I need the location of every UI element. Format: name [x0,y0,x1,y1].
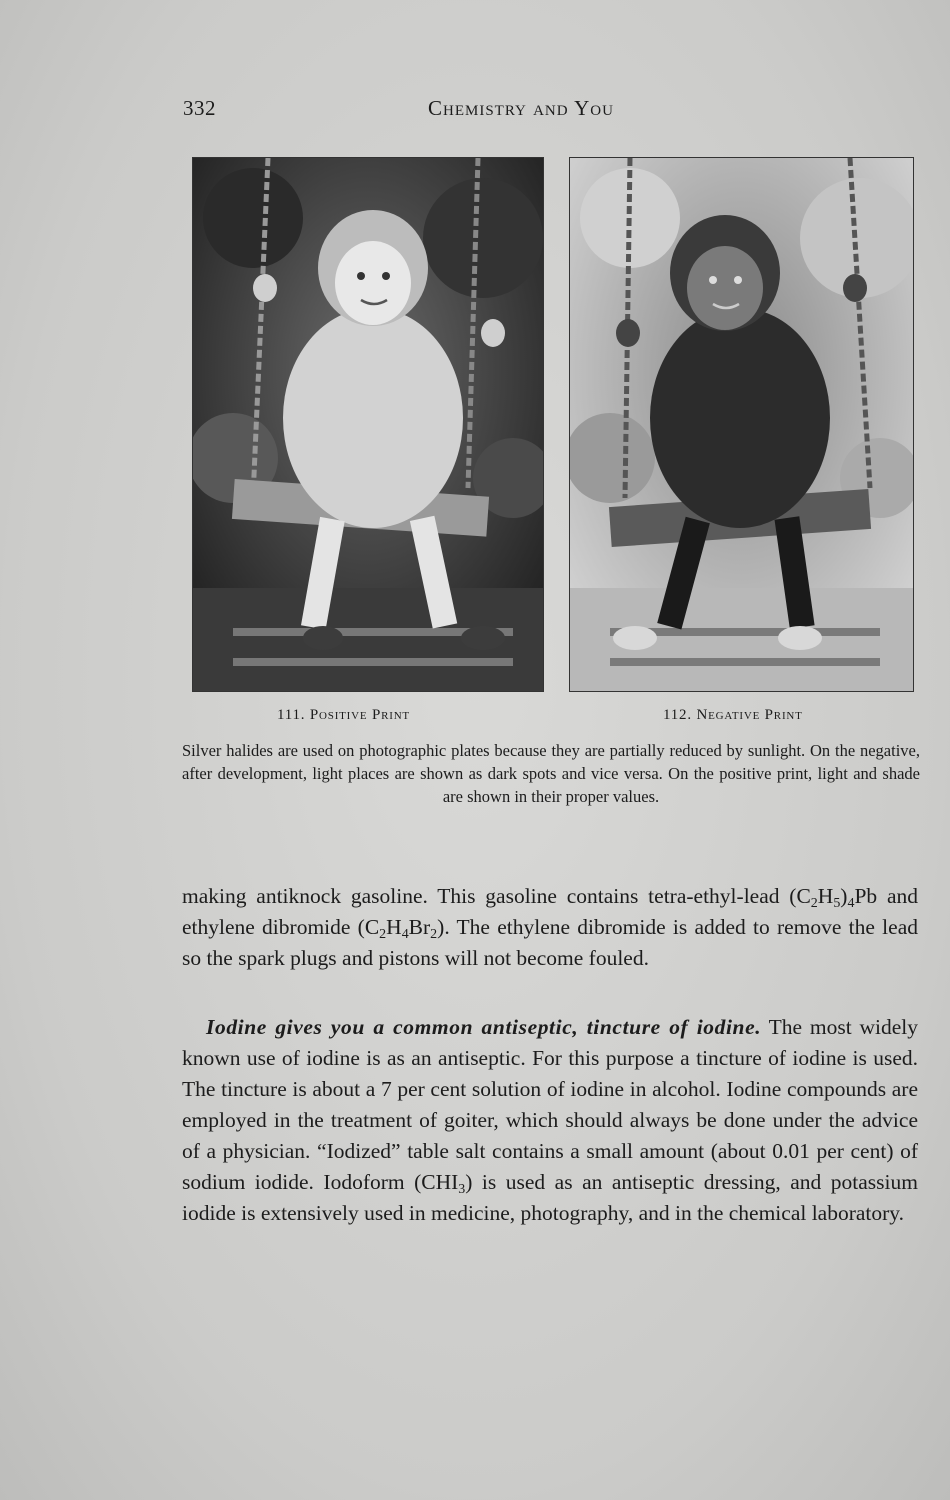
running-title: Chemistry and You [428,96,614,120]
positive-print-photo [192,157,544,692]
figure-caption: Silver halides are used on photographic plates because they are partially reduced by sunlight. On the negative, after development, light places are shown as dark spots and vice versa. On the positive print, light and shade are shown in their proper values. [182,741,920,806]
body-paragraph-1: making antiknock gasoline. This gasoline contains tetra-ethyl-lead $(C_2H_5)_4Pb$ and ethylene dibromide $(C_2H_4Br_2)$. The ethylene dibromide is added to remove the lead so the spark plugs and pistons will not become fouled. [182,884,918,970]
body-paragraph-2: Iodine gives you a common antiseptic, tincture of iodine. The most widely known use of iodine is as an antiseptic. For this purpose a tincture of iodine is used. The tincture is about a 7 per cent solution of iodine in alcohol. Iodine compounds are employed in the treatment of goiter, which should always be done under the advice of a physician. “Iodized” table salt contains a small amount (about 0.01 per cent) of sodium iodide. Iodoform $(CHI_3)$ is used as an antiseptic dressing, and potassium iodide is extensively used in medicine, photography, and in the chemical laboratory. [182,1015,918,1225]
page-number: 332 [183,96,216,120]
paragraph-heading: Iodine gives you a common antiseptic, tincture of iodine. [206,1015,762,1039]
girl-on-swing-negative-image [570,158,913,691]
figure-label-positive: 111. Positive Print [277,707,410,723]
negative-print-photo [569,157,914,692]
girl-on-swing-positive-image [193,158,543,691]
figure-label-negative: 112. Negative Print [663,707,803,723]
page-header [183,96,918,126]
